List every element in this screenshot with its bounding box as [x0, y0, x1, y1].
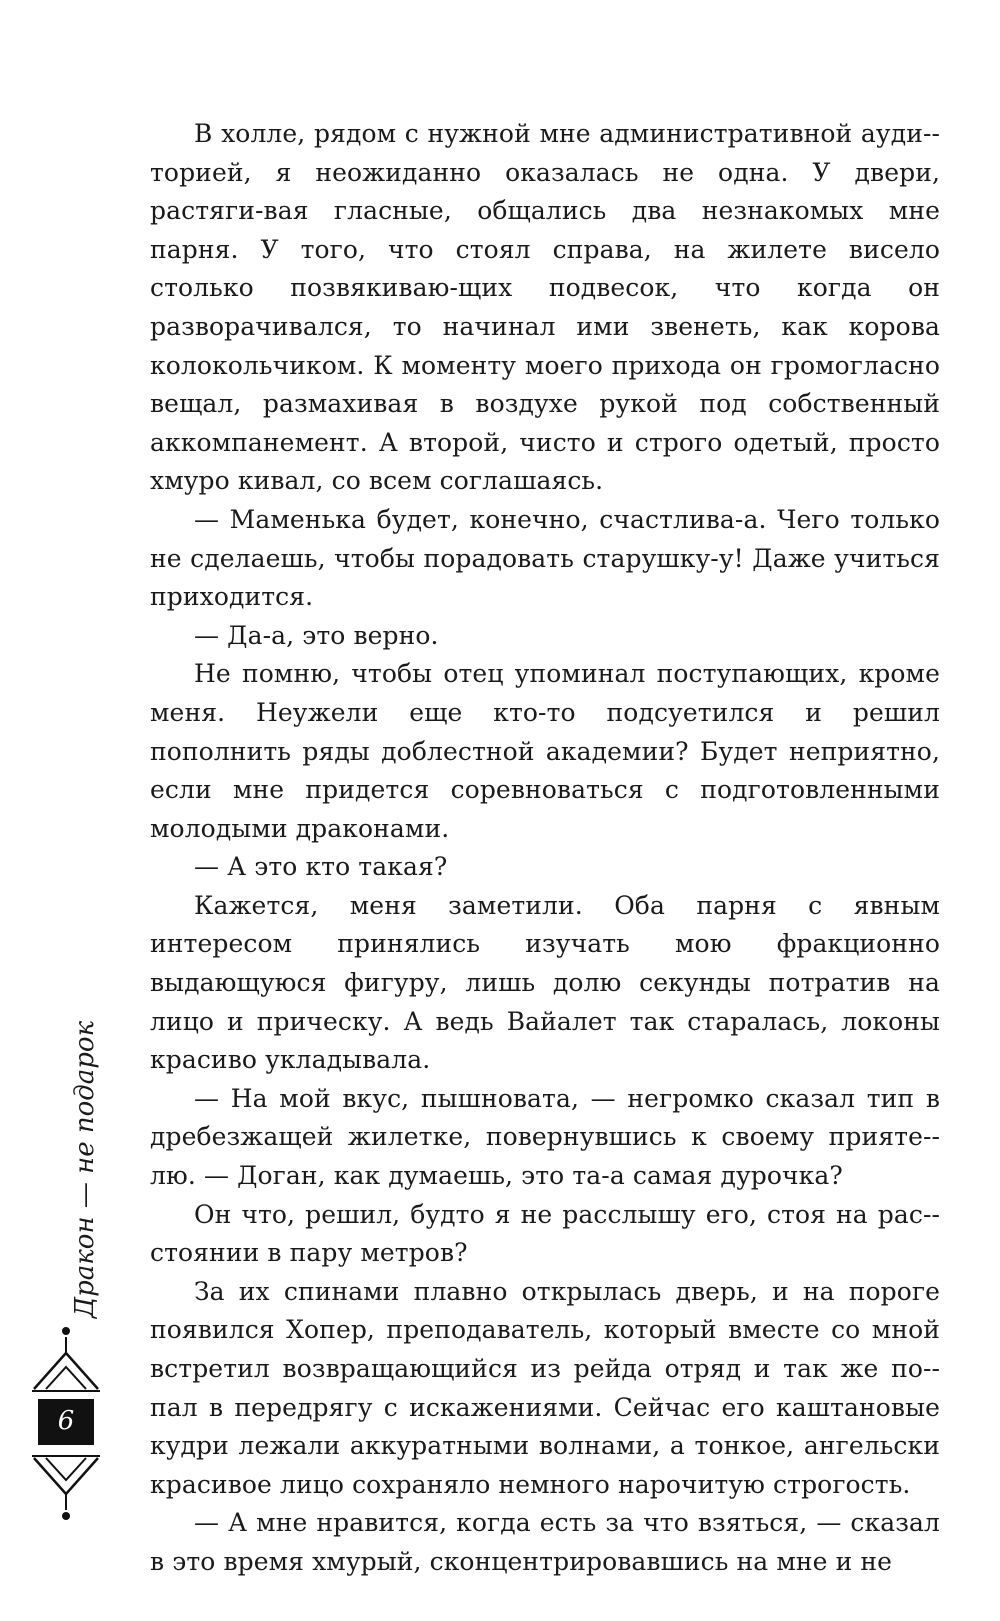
paragraph-4: Не помню, чтобы отец упоминал поступающих, кроме меня. Неужели еще кто-то подсуетился и решил пополнить ряды доблестной академии? Будет неприятно, если мне придется соревноваться с подготовленными молодыми драконами.: [150, 659, 940, 843]
page-number: 6: [57, 1406, 75, 1436]
paragraph-3: — Да-а, это верно.: [194, 620, 439, 650]
paragraph-8: Он что, решил, будто я не расслышу его, стоя на рас-стоянии в пару метров?: [150, 1199, 940, 1268]
bottom-ornament-icon: [28, 1450, 104, 1522]
paragraph-10: — А мне нравится, когда есть за что взяться, — сказал в это время хмурый, сконцентрировавшись на мне и не: [150, 1508, 940, 1576]
page-number-box: [38, 1399, 94, 1445]
paragraph-2: — Маменька будет, конечно, счастлива-а. Чего только не сделаешь, чтобы порадовать старушку-у! Даже учиться приходится.: [150, 504, 940, 612]
paragraph-6: Кажется, меня заметили. Оба парня с явным интересом принялись изучать мою фракционно выдающуюся фигуру, лишь долю секунды потратив на лицо и прическу. А ведь Вайалет так старалась, локоны красиво укладывала.: [150, 890, 940, 1075]
body-text: [150, 115, 940, 1582]
paragraph-1: В холле, рядом с нужной мне административной ауди-торией, я неожиданно оказалась не одна. У двери, растяги-вая гласные, общались два незнакомых мне парня. У того, что стоял справа, на жилете висело столько позвякиваю-щих подвесок, что когда он разворачивался, то начинал ими звенеть, как корова колокольчиком. К моменту моего прихода он громогласно вещал, размахивая в воздухе рукой под собственный аккомпанемент. А второй, чисто и строго одетый, просто хмуро кивал, со всем соглашаясь.: [150, 119, 940, 496]
paragraph-7: — На мой вкус, пышновата, — негромко сказал тип в дребезжащей жилетке, повернувшись к своему прияте-лю. — Доган, как думаешь, это та-а самая дурочка?: [150, 1083, 940, 1191]
running-title: Дракон — не подарок: [70, 1020, 100, 1318]
top-ornament-icon: [28, 1325, 104, 1397]
paragraph-9: За их спинами плавно открылась дверь, и на пороге появился Хопер, преподаватель, который вместе со мной встретил возвращающийся из рейда отряд и так же по-пал в передрягу с искажениями. Сейчас его каштановые кудри лежали аккуратными волнами, а тонкое, ангельски красивое лицо сохраняло немного нарочитую строгость.: [150, 1276, 940, 1499]
paragraph-5: — А это кто такая?: [194, 852, 448, 882]
